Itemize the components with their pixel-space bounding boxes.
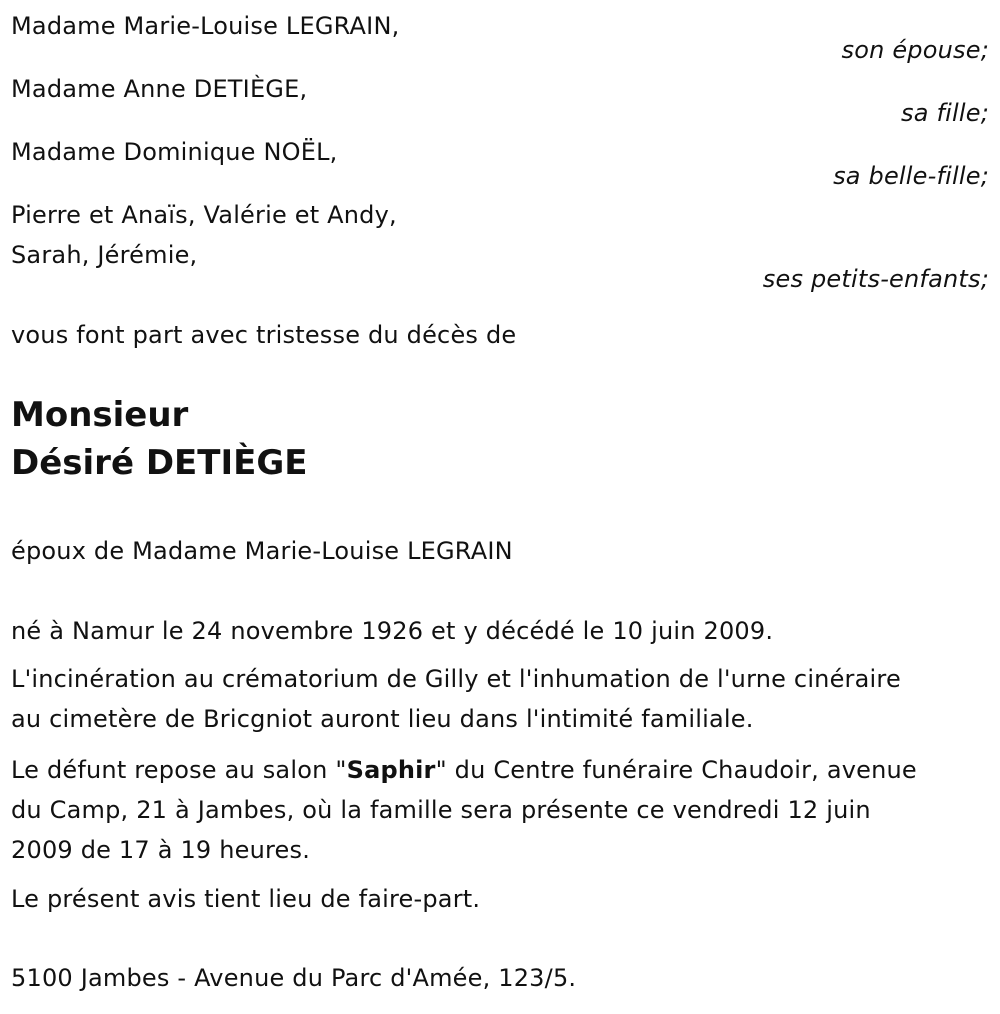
grandchildren-names-line-1: Pierre et Anaïs, Valérie et Andy,	[11, 201, 397, 229]
family-member-name-2: Madame Anne DETIÈGE,	[11, 75, 308, 103]
family-member-relation-1: son épouse;	[841, 36, 989, 64]
birth-death-line: né à Namur le 24 novembre 1926 et y décédé le 10 juin 2009.	[11, 617, 774, 645]
family-member-relation-4: ses petits-enfants;	[762, 265, 989, 293]
deceased-name: Désiré DETIÈGE	[11, 443, 308, 483]
address-line: 5100 Jambes - Avenue du Parc d'Amée, 123/5.	[11, 964, 577, 992]
salon-name: Saphir	[346, 756, 436, 784]
family-member-relation-2: sa fille;	[901, 99, 989, 127]
grandchildren-names-line-2: Sarah, Jérémie,	[11, 241, 198, 269]
ceremony-line-2: au cimetère de Bricgniot auront lieu dans l'intimité familiale.	[11, 705, 754, 733]
ceremony-line-1: L'incinération au crématorium de Gilly et l'inhumation de l'urne cinéraire	[11, 665, 901, 693]
visitation-line-3: 2009 de 17 à 19 heures.	[11, 836, 311, 864]
visitation-line-1	[11, 750, 917, 790]
family-member-name-1: Madame Marie-Louise LEGRAIN,	[11, 12, 400, 40]
visitation-line-2: du Camp, 21 à Jambes, où la famille sera présente ce vendredi 12 juin	[11, 796, 871, 824]
spouse-line: époux de Madame Marie-Louise LEGRAIN	[11, 537, 513, 565]
deceased-title: Monsieur	[11, 395, 189, 435]
notice-line: Le présent avis tient lieu de faire-part.	[11, 885, 481, 913]
family-member-relation-3: sa belle-fille;	[833, 162, 989, 190]
family-member-name-3: Madame Dominique NOËL,	[11, 138, 338, 166]
announcement-intro: vous font part avec tristesse du décès de	[11, 321, 517, 349]
visitation-suffix: " du Centre funéraire Chaudoir, avenue	[435, 756, 917, 784]
visitation-prefix: Le défunt repose au salon "	[11, 756, 347, 784]
